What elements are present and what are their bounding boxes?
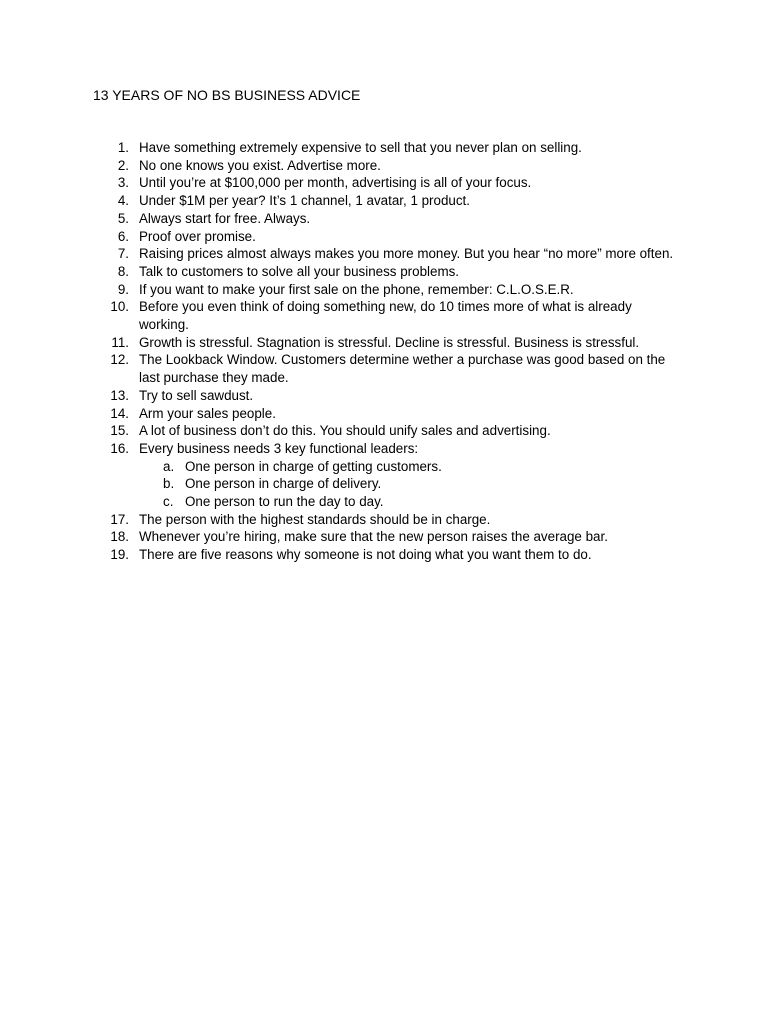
list-item xyxy=(0,228,768,246)
item-text: If you want to make your first sale on the phone, remember: C.L.O.S.E.R. xyxy=(139,281,574,297)
sub-list-item xyxy=(139,475,678,493)
item-number: 14. xyxy=(110,405,129,421)
list-item xyxy=(0,405,768,423)
item-text: Talk to customers to solve all your business problems. xyxy=(139,263,460,279)
list-item xyxy=(0,351,768,386)
sub-item-letter: b. xyxy=(163,476,175,492)
item-text: Always start for free. Always. xyxy=(139,210,311,226)
item-text: Try to sell sawdust. xyxy=(139,387,254,403)
item-text: No one knows you exist. Advertise more. xyxy=(139,157,381,173)
item-text: Whenever you’re hiring, make sure that the new person raises the average bar. xyxy=(139,529,608,545)
item-number: 17. xyxy=(110,511,129,527)
list-item xyxy=(0,546,768,564)
item-text: Have something extremely expensive to sell that you never plan on selling. xyxy=(139,140,582,155)
item-text: Until you’re at $100,000 per month, advertising is all of your focus. xyxy=(139,175,532,191)
sub-item-text: One person in charge of getting customers. xyxy=(185,458,442,474)
list-item xyxy=(0,422,768,440)
list-item xyxy=(0,210,768,228)
item-text: Proof over promise. xyxy=(139,228,256,244)
list-item xyxy=(0,528,768,546)
item-number: 4. xyxy=(117,193,129,209)
item-text: Arm your sales people. xyxy=(139,405,276,421)
item-text: Every business needs 3 key functional leaders: xyxy=(139,440,419,456)
list-item xyxy=(0,281,768,299)
item-number: 2. xyxy=(117,157,129,173)
item-number: 6. xyxy=(117,228,129,244)
sub-list xyxy=(139,458,678,511)
sub-list-item xyxy=(139,493,678,511)
item-number: 13. xyxy=(110,387,129,403)
item-number: 15. xyxy=(110,423,129,439)
list-item xyxy=(0,139,768,157)
list-item xyxy=(0,245,768,263)
item-text: A lot of business don’t do this. You should unify sales and advertising. xyxy=(139,423,551,439)
sub-list-item xyxy=(139,458,678,476)
item-text: Before you even think of doing something new, do 10 times more of what is already working. xyxy=(139,299,632,333)
item-number: 5. xyxy=(117,210,129,226)
list-item xyxy=(0,387,768,405)
sub-item-letter: c. xyxy=(163,494,174,510)
item-number: 1. xyxy=(117,140,129,155)
item-text: Raising prices almost always makes you more money. But you hear “no more” more often. xyxy=(139,246,674,262)
item-text: The Lookback Window. Customers determine wether a purchase was good based on the last purchase they made. xyxy=(139,352,666,386)
advice-list xyxy=(0,139,768,564)
list-item xyxy=(0,511,768,529)
sub-item-letter: a. xyxy=(163,458,175,474)
item-number: 9. xyxy=(117,281,129,297)
list-item xyxy=(0,334,768,352)
sub-item-text: One person to run the day to day. xyxy=(185,494,384,510)
list-item xyxy=(0,298,768,333)
item-number: 16. xyxy=(110,440,129,456)
item-number: 19. xyxy=(110,547,129,563)
item-number: 11. xyxy=(111,334,129,350)
item-number: 7. xyxy=(117,246,129,262)
list-item xyxy=(0,440,768,511)
item-text: There are five reasons why someone is not doing what you want them to do. xyxy=(139,547,592,563)
item-text: Growth is stressful. Stagnation is stressful. Decline is stressful. Business is stressful. xyxy=(139,334,640,350)
item-number: 12. xyxy=(110,352,129,368)
list-item xyxy=(0,263,768,281)
item-number: 3. xyxy=(117,175,129,191)
list-item xyxy=(0,192,768,210)
document-title: 13 YEARS OF NO BS BUSINESS ADVICE xyxy=(93,87,361,103)
item-number: 10. xyxy=(110,299,129,315)
item-text: Under $1M per year? It’s 1 channel, 1 avatar, 1 product. xyxy=(139,193,470,209)
sub-item-text: One person in charge of delivery. xyxy=(185,476,382,492)
item-number: 8. xyxy=(117,263,129,279)
item-number: 18. xyxy=(110,529,129,545)
list-item xyxy=(0,174,768,192)
item-text: The person with the highest standards should be in charge. xyxy=(139,511,491,527)
list-item xyxy=(0,157,768,175)
